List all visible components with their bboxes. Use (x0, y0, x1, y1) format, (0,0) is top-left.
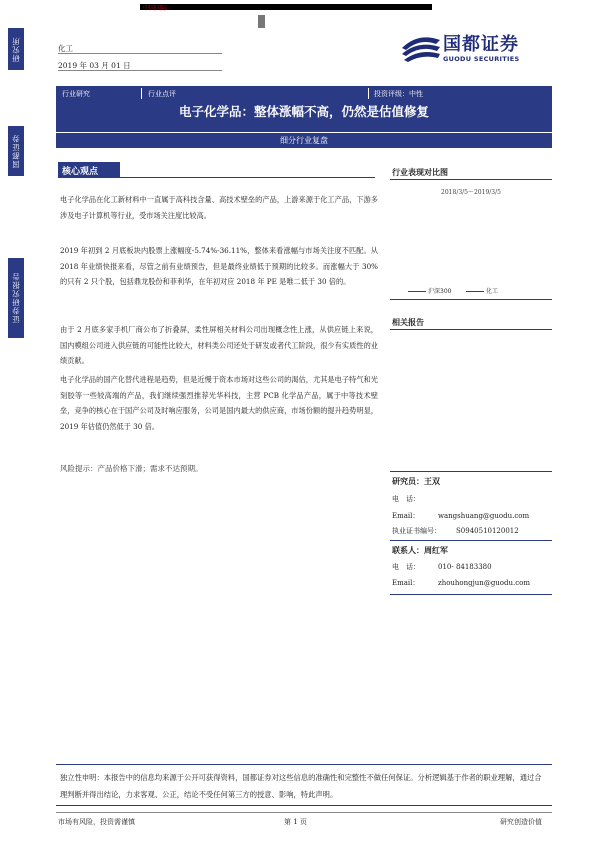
contact-title: 联系人：周红军 (392, 546, 448, 555)
page-number: 第 1 页 (284, 818, 307, 826)
cert-number: S0940510120012 (456, 527, 519, 535)
legend-hs300 (408, 286, 451, 295)
banner-meta (56, 86, 552, 101)
divider (58, 177, 375, 178)
phone-label: 电 话： (392, 563, 420, 571)
contact-email (392, 578, 530, 588)
footer-slogan: 研究创造价值 (500, 818, 542, 826)
title-banner (56, 86, 552, 132)
email-label: Email： (392, 579, 420, 587)
divider (58, 53, 222, 54)
side-label-guodu: 国都证券 (8, 126, 24, 176)
logo-name-cn: 国都证券 (443, 34, 519, 55)
divider (390, 329, 552, 330)
cert-label: 执业证书编号： (392, 527, 441, 535)
investment-rating: 投资评级：中性 (374, 90, 423, 98)
paragraph-recommendation: 电子化学品的国产化替代进程是趋势，但是近慢于资本市场对这些公司的渴估，尤其是电子特气和光刻胶等一些较高端的产品，我们继续强烈推荐光华科技，主营 PCB 化学品产品，属于中等技术壁垒，竞争的核心在于国产公司及时响应服务，公司是国内最大的供应商，市场份额的提升趋势明显，2019 年估值仍然低于 30 倍。 (60, 375, 378, 431)
related-reports-title: 相关报告 (392, 318, 424, 327)
contact-phone-value: 010- 84183380 (438, 563, 492, 571)
contact-email-value[interactable]: zhouhongjun@guodu.com (438, 579, 531, 587)
divider (141, 88, 142, 99)
paragraph-intro: 电子化学品在化工新材料中一直属于高科技含量、高技术壁垒的产品，上游来源于化工产品，下游多涉及电子计算机等行业，受市场关注度比较高。 (60, 195, 378, 220)
chart-date-range: 2018/3/5～2019/3/5 (441, 189, 501, 196)
report-subtype: 行业点评 (148, 90, 176, 98)
divider (368, 88, 369, 99)
paragraph-performance: 2019 年初到 2 月底板块内股票上涨幅度-5.74%-36.11%，整体来看涨幅与市场关注度不匹配。从 2018 年业绩快报来看，尽管之前有业绩预告，但是最终业绩低于预期的比较多。而涨幅大于 30%的只有 2 只个股，包括鼎龙股份和菲利华，在年初对应 2018 年 PE 是唯二低于 30 倍的。 (60, 246, 378, 286)
redacted-bar (140, 4, 432, 10)
divider (390, 179, 552, 180)
side-label-report: 证券研究报告 (8, 258, 24, 338)
analyst-cert (392, 526, 519, 536)
logo-name-en: GUODU SECURITIES (443, 55, 520, 63)
divider (390, 299, 552, 300)
contact-phone (392, 562, 492, 572)
divider (390, 471, 552, 472)
footer-risk-note: 市场有风险，投资需谨慎 (58, 818, 135, 826)
divider (390, 594, 552, 595)
top-red-text: 中国国际 (143, 5, 168, 12)
independence-disclaimer: 独立性申明：本报告中的信息均来源于公开可获得资料，国都证券对这些信息的准确性和完整性不做任何保证。分析逻辑基于作者的职业理解，通过合理判断并得出结论，力求客观、公正，结论不受任何第三方的授意、影响，特此声明。 (56, 764, 552, 806)
report-subtitle: 细分行业复盘 (56, 132, 552, 148)
perf-chart-title: 行业表现对比图 (392, 168, 448, 177)
analyst-title: 研究员：王双 (392, 477, 440, 486)
analyst-email (392, 511, 529, 521)
phone-label: 电 话： (392, 495, 420, 503)
redacted-square (258, 15, 265, 28)
risk-warning: 风险提示：产品价格下滑；需求不达预期。 (60, 464, 203, 473)
report-title: 电子化学品：整体涨幅不高，仍然是估值修复 (178, 104, 429, 119)
legend-chem-label: 化工 (486, 288, 499, 295)
analyst-phone (392, 494, 438, 504)
core-heading: 核心观点 (58, 162, 120, 177)
legend-hs300-label: 沪深300 (428, 288, 452, 295)
divider (56, 812, 552, 813)
industry-category: 化工 (58, 44, 73, 53)
divider (390, 540, 552, 541)
email-label: Email： (392, 512, 420, 520)
analyst-email-value[interactable]: wangshuang@guodu.com (438, 512, 530, 520)
legend-chem (466, 286, 498, 295)
divider (58, 70, 222, 71)
report-type: 行业研究 (62, 90, 90, 98)
paragraph-foldable: 由于 2 月底多家手机厂商公布了折叠屏，柔性屏相关材料公司出现概念性上涨，从供应链上来说，国内模组公司进入供应链的可能性比较大，材料类公司还处于研发或者代工阶段，很少有实质性的业绩贡献。 (60, 325, 378, 365)
report-date: 2019 年 03 月 01 日 (58, 61, 131, 70)
side-label-research: 研究所 (8, 28, 24, 70)
